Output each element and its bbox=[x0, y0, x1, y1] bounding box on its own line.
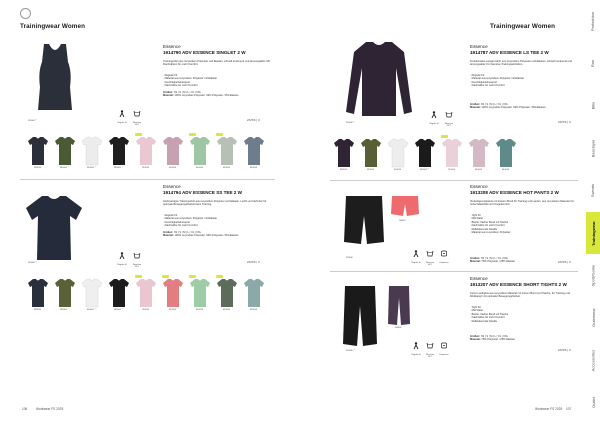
feature-item: · Reflektierende Details bbox=[470, 319, 497, 323]
care-icons bbox=[428, 105, 455, 128]
tab-label: Outlet bbox=[590, 397, 596, 409]
product-code: 1914794 ADV ESSENCE SS TEE 2 W bbox=[163, 190, 242, 195]
feature-item: · Regular Fit bbox=[163, 74, 178, 77]
garment-thumbnail bbox=[360, 138, 382, 168]
swatch-label: 740000 bbox=[447, 169, 456, 171]
garment-thumbnail bbox=[108, 278, 130, 308]
color-swatch bbox=[492, 138, 519, 173]
new-badge bbox=[135, 133, 142, 136]
section-title: Trainingwear Women bbox=[20, 23, 86, 30]
garment-thumbnail bbox=[27, 136, 49, 166]
page-number: 107 bbox=[566, 407, 572, 411]
garment-thumbnail bbox=[468, 138, 490, 168]
product-description: Kurze Lauftights aus recyceltem Material mit hohem Bund und Tasche, für Training und Wettkampf mit optimaler Bewegungsfreiheit. bbox=[470, 292, 570, 299]
swatch-label: 999000 ** bbox=[419, 169, 430, 171]
garment-thumbnail bbox=[441, 138, 463, 168]
garment-thumbnail bbox=[189, 278, 211, 308]
icon-label: Waschen 40°C bbox=[444, 123, 454, 128]
page-circle-badge bbox=[20, 8, 31, 19]
feature-item: · Flachnähte für mehr Komfort bbox=[470, 84, 505, 88]
fit-icon-wrap bbox=[116, 104, 128, 127]
color-swatch bbox=[51, 136, 78, 171]
tab-sweats[interactable] bbox=[586, 170, 600, 212]
image-label: 999000 ** bbox=[28, 262, 37, 264]
icon-label: Kompress bbox=[439, 262, 449, 264]
product-brand: Essence bbox=[470, 276, 488, 281]
care-icons bbox=[410, 244, 450, 267]
garment-thumbnail bbox=[27, 278, 49, 308]
feature-item: · Breiter, flacher Bund mit Tasche bbox=[470, 312, 509, 316]
icon-label: Waschen 40°C bbox=[132, 264, 142, 269]
color-swatch bbox=[24, 136, 51, 171]
product-image-hotpants-alt bbox=[390, 194, 420, 223]
spec-block bbox=[163, 231, 273, 238]
product-image-shorttights bbox=[340, 284, 380, 353]
tab-outerwear[interactable] bbox=[586, 297, 600, 339]
color-swatch bbox=[132, 136, 159, 171]
reference-code: 2X/XS | 3 bbox=[247, 118, 260, 122]
swatch-row bbox=[24, 278, 267, 313]
feature-item: · Flachnähte für mehr Komfort bbox=[163, 224, 198, 228]
color-swatch bbox=[105, 136, 132, 171]
color-swatch bbox=[465, 138, 492, 173]
care-icons bbox=[116, 104, 143, 127]
divider bbox=[20, 179, 275, 180]
new-badge bbox=[162, 275, 169, 278]
swatch-label: 600000 bbox=[168, 309, 177, 311]
swatch-label: 890000 bbox=[249, 309, 258, 311]
new-badge bbox=[189, 275, 196, 278]
product-brand: Essence bbox=[470, 44, 488, 49]
tab-accessories[interactable] bbox=[586, 339, 600, 381]
color-swatch bbox=[411, 138, 438, 173]
image-label: 435000 bbox=[394, 327, 402, 329]
product-code: 1913208 ADV ESSENCE HOT PANTS 2 W bbox=[470, 190, 559, 195]
sizes-label: Größen: bbox=[470, 335, 481, 338]
tab-run[interactable] bbox=[586, 42, 600, 84]
color-swatch bbox=[51, 278, 78, 313]
garment-thumbnail bbox=[135, 278, 157, 308]
new-badge bbox=[135, 275, 142, 278]
wash-icon bbox=[426, 342, 434, 349]
person-fit-icon bbox=[412, 342, 420, 349]
color-swatch bbox=[24, 278, 51, 313]
product-code: 1914787 ADV ESSENCE LS TEE 2 W bbox=[470, 50, 549, 55]
feature-item: · Regular Fit bbox=[163, 214, 178, 217]
wash-icon bbox=[133, 110, 141, 117]
swatch-label: 999000 ** bbox=[113, 309, 124, 311]
icon-label: Regulär fit bbox=[117, 264, 127, 266]
color-swatch bbox=[132, 278, 159, 313]
color-swatch bbox=[357, 138, 384, 173]
swatch-label: 900000 ** bbox=[86, 167, 97, 169]
color-swatch bbox=[330, 138, 357, 173]
product-image-longsleeve bbox=[344, 40, 414, 123]
feature-item: · Mid Waist bbox=[470, 217, 483, 221]
sizes-value: XS | S | M | L | XL | XXL bbox=[173, 91, 202, 94]
material-label: Material: bbox=[470, 260, 481, 264]
product-brand: Essence bbox=[163, 184, 181, 189]
tab-label: Sport/Game bbox=[590, 264, 596, 287]
divider bbox=[330, 180, 578, 181]
fit-icon-wrap bbox=[428, 105, 440, 128]
reference-code: 2X/XS | 3 bbox=[558, 260, 571, 264]
wash-icon-wrap bbox=[131, 104, 143, 127]
garment-thumbnail bbox=[54, 278, 76, 308]
person-fit-icon bbox=[430, 111, 438, 118]
compression-icon-wrap bbox=[438, 336, 450, 359]
catalog-name: Workwear FS 2025 bbox=[535, 407, 563, 411]
icon-label: Regulär fit bbox=[411, 354, 421, 356]
tab-sport-game[interactable] bbox=[586, 254, 600, 296]
tab-outlet[interactable] bbox=[586, 382, 600, 424]
feature-item: · Breiter, flacher Bund mit Tasche bbox=[470, 220, 509, 224]
icon-label: Waschen 40°C bbox=[425, 354, 435, 359]
feature-item: · Feuchtigkeitstransport bbox=[163, 220, 191, 224]
material-value: 100% recyceltes Polyester. 92% Polyester / 8% Elastan. bbox=[174, 234, 239, 238]
color-swatch bbox=[159, 278, 186, 313]
material-label: Material: bbox=[470, 106, 481, 110]
fit-icon-wrap bbox=[116, 246, 128, 269]
product-description: Funktionelles Langarmshirt aus recyceltem Polyester und Elastan, schnell trocknend und atmungsaktiv, für intensive Trainingseinheiten. bbox=[470, 60, 572, 67]
fit-icon-wrap bbox=[410, 244, 422, 267]
sizes-label: Größen: bbox=[470, 103, 481, 106]
icon-label: Kompress bbox=[439, 354, 449, 356]
compression-icon bbox=[440, 250, 448, 257]
swatch-label: 396000 ** bbox=[59, 309, 70, 311]
feature-list bbox=[470, 74, 580, 88]
product-description: Trainingsshirt aus recyceltem Polyester und Elastan, schnell trocknend und atmungsaktiv. Mit Flachnähten für mehr Komfort. bbox=[163, 60, 270, 67]
color-swatch bbox=[384, 138, 411, 173]
material-label: Material: bbox=[470, 338, 481, 342]
icon-label: Regulär fit bbox=[429, 123, 439, 125]
swatch-label: 999000 ** bbox=[113, 167, 124, 169]
sizes-value: XS | S | M | L | XL | XXL bbox=[480, 257, 509, 260]
person-fit-icon bbox=[118, 252, 126, 259]
garment-thumbnail bbox=[54, 136, 76, 166]
feature-item: · Mid Waist bbox=[470, 309, 483, 313]
feature-item: · Flachnähte für mehr Komfort bbox=[470, 316, 505, 320]
product-description: Vielseitige Hotpants mit breitem Bund für Training und Laufen, aus recyceltem Material mit hoher Elastizität und Tragekomfort. bbox=[470, 200, 574, 207]
new-badge bbox=[441, 135, 448, 138]
feature-item: · Material aus recyceltem Polyester bbox=[470, 231, 511, 235]
garment-thumbnail bbox=[135, 136, 157, 166]
product-brand: Essence bbox=[470, 184, 488, 189]
garment-thumbnail bbox=[162, 136, 184, 166]
material-label: Material: bbox=[163, 94, 174, 98]
care-icons bbox=[410, 336, 450, 359]
product-brand: Essence bbox=[163, 44, 181, 49]
image-label: 740000 bbox=[398, 220, 406, 222]
swatch-label: 999000 bbox=[339, 169, 348, 171]
swatch-label: 690000 bbox=[222, 309, 231, 311]
material-value: 100% recyceltes Polyester. 92% Polyester / 8% Elastan. bbox=[481, 106, 546, 110]
garment-thumbnail bbox=[414, 138, 436, 168]
garment-thumbnail bbox=[108, 136, 130, 166]
garment-thumbnail bbox=[216, 136, 238, 166]
swatch-label: 999000 bbox=[33, 167, 42, 169]
product-image-singlet bbox=[30, 42, 80, 117]
swatch-label: 690000 bbox=[222, 167, 231, 169]
garment-thumbnail bbox=[243, 278, 265, 308]
wash-icon-wrap bbox=[424, 336, 436, 359]
product-description: Hochwertiges Trainingsshirt aus recyceltem Polyester und Elastan. Leicht und dehnbar für optimale Bewegungsfreiheit beim Training. bbox=[163, 200, 267, 207]
garment-thumbnail bbox=[189, 136, 211, 166]
swatch-label: 640000 bbox=[195, 167, 204, 169]
tab-trainingwear[interactable] bbox=[586, 212, 600, 254]
color-swatch bbox=[213, 136, 240, 171]
section-title: Trainingwear Women bbox=[490, 23, 556, 30]
color-swatch bbox=[240, 278, 267, 313]
color-swatch bbox=[78, 136, 105, 171]
swatch-label: 640000 bbox=[195, 309, 204, 311]
tab-label: Bike bbox=[590, 102, 596, 110]
care-icons bbox=[116, 246, 143, 269]
sizes-value: XS | S | M | L | XL | XXL bbox=[480, 103, 509, 106]
image-label: 999000 bbox=[346, 257, 353, 259]
spec-block bbox=[163, 91, 273, 98]
feature-list bbox=[163, 74, 271, 88]
feature-item: · Regular Fit bbox=[470, 74, 485, 77]
color-swatch bbox=[105, 278, 132, 313]
sizes-value: XS | S | M | L | XL | XXL bbox=[480, 335, 509, 338]
tab-label: Run bbox=[590, 59, 596, 68]
product-code: 1914790 ADV ESSENCE SINGLET 2 W bbox=[163, 50, 246, 55]
icon-label: Regulär fit bbox=[411, 262, 421, 264]
feature-item: · Tight Fit bbox=[470, 306, 481, 309]
wash-icon-wrap bbox=[131, 246, 143, 269]
garment-thumbnail bbox=[81, 278, 103, 308]
product-image-hotpants bbox=[342, 194, 386, 257]
material-label: Material: bbox=[163, 234, 174, 238]
wash-icon bbox=[445, 111, 453, 118]
feature-list bbox=[470, 306, 580, 323]
reference-code: 2X/XS | 3 bbox=[247, 260, 260, 264]
tab-profashion[interactable] bbox=[586, 0, 600, 42]
feature-item: · Reflektierende Details bbox=[470, 227, 497, 231]
icon-label: Regulär fit bbox=[117, 122, 127, 124]
swatch-label: 600000 bbox=[168, 167, 177, 169]
compression-icon bbox=[440, 342, 448, 349]
swatch-label: 900000 ** bbox=[86, 309, 97, 311]
garment-thumbnail bbox=[81, 136, 103, 166]
feature-item: · Material aus recyceltem Polyester mit Elastan bbox=[470, 77, 525, 81]
new-badge bbox=[216, 133, 223, 136]
person-fit-icon bbox=[412, 250, 420, 257]
swatch-row bbox=[330, 138, 519, 173]
wash-icon-wrap bbox=[424, 244, 436, 267]
swatch-label: 640000 bbox=[501, 169, 510, 171]
feature-list bbox=[163, 214, 271, 228]
spec-block bbox=[470, 335, 580, 342]
feature-item: · Material aus recyceltem Polyester mit Elastan bbox=[163, 77, 218, 81]
divider bbox=[330, 271, 578, 272]
person-fit-icon bbox=[118, 110, 126, 117]
wash-icon-wrap bbox=[443, 105, 455, 128]
tab-baselayer[interactable] bbox=[586, 127, 600, 169]
swatch-row bbox=[24, 136, 267, 171]
spec-block bbox=[470, 103, 580, 110]
color-swatch bbox=[438, 138, 465, 173]
garment-thumbnail bbox=[216, 278, 238, 308]
color-swatch bbox=[213, 278, 240, 313]
reference-code: 2X/XS | 3 bbox=[558, 120, 571, 124]
tab-label: Baselayer bbox=[590, 139, 596, 158]
icon-label: Waschen 40°C bbox=[132, 122, 142, 127]
wash-icon bbox=[426, 250, 434, 257]
color-swatch bbox=[186, 278, 213, 313]
new-badge bbox=[216, 275, 223, 278]
swatch-label: 396000 bbox=[366, 169, 375, 171]
swatch-label: 900000 bbox=[393, 169, 402, 171]
material-value: 75% Polyester / 25% Elastan. bbox=[481, 260, 516, 264]
icon-label: Waschen 40°C bbox=[425, 262, 435, 267]
product-image-shorttights-alt bbox=[386, 284, 412, 331]
sizes-label: Größen: bbox=[470, 257, 481, 260]
feature-item: · Flachnähte für mehr Komfort bbox=[470, 224, 505, 228]
sizes-label: Größen: bbox=[163, 91, 174, 94]
feature-list bbox=[470, 214, 580, 234]
feature-item: · Feuchtigkeitstransport bbox=[163, 80, 191, 84]
tab-bike[interactable] bbox=[586, 85, 600, 127]
garment-thumbnail bbox=[387, 138, 409, 168]
wash-icon bbox=[133, 252, 141, 259]
image-label: 999000 ** bbox=[346, 122, 355, 124]
color-swatch bbox=[186, 136, 213, 171]
page-number: 106 bbox=[22, 407, 28, 411]
feature-item: · Tight Fit bbox=[470, 214, 481, 217]
tab-label: Sweats bbox=[590, 184, 596, 198]
color-swatch bbox=[78, 278, 105, 313]
catalog-name: Workwear FS 2025 bbox=[36, 407, 64, 411]
feature-item: · Flachnähte für mehr Komfort bbox=[163, 84, 198, 88]
swatch-label: 396000 ** bbox=[59, 167, 70, 169]
material-value: 100% recyceltes Polyester. 92% Polyester / 8% Elastan. bbox=[174, 94, 239, 98]
swatch-label: 740000 bbox=[141, 167, 150, 169]
garment-thumbnail bbox=[162, 278, 184, 308]
tab-label: Profashion bbox=[590, 11, 596, 31]
image-label: 999000 ** bbox=[346, 350, 355, 352]
tab-label: Accessories bbox=[590, 349, 596, 372]
tab-label: Outerwear bbox=[590, 308, 596, 328]
feature-item: · Material aus recyceltem Polyester mit Elastan bbox=[163, 217, 218, 221]
sizes-value: XS | S | M | L | XL | XXL bbox=[173, 231, 202, 234]
sizes-label: Größen: bbox=[163, 231, 174, 234]
material-value: 75% Polyester / 25% Elastan. bbox=[481, 338, 516, 342]
feature-item: · Feuchtigkeitstransport bbox=[470, 80, 498, 84]
garment-thumbnail bbox=[243, 136, 265, 166]
fit-icon-wrap bbox=[410, 336, 422, 359]
color-swatch bbox=[240, 136, 267, 171]
tab-label: Trainingwear bbox=[590, 220, 596, 246]
compression-icon-wrap bbox=[438, 244, 450, 267]
product-code: 1913207 ADV ESSENCE SHORT TIGHTS 2 W bbox=[470, 282, 567, 287]
swatch-label: 600000 bbox=[474, 169, 483, 171]
garment-thumbnail bbox=[495, 138, 517, 168]
color-swatch bbox=[159, 136, 186, 171]
swatch-label: 999000 bbox=[33, 309, 42, 311]
garment-thumbnail bbox=[333, 138, 355, 168]
new-badge bbox=[189, 133, 196, 136]
image-label: 999000 ** bbox=[28, 120, 37, 122]
swatch-label: 740000 bbox=[141, 309, 150, 311]
swatch-label: 890000 bbox=[249, 167, 258, 169]
reference-code: 2X/XS | 3 bbox=[558, 348, 571, 352]
product-image-tee bbox=[24, 194, 84, 267]
